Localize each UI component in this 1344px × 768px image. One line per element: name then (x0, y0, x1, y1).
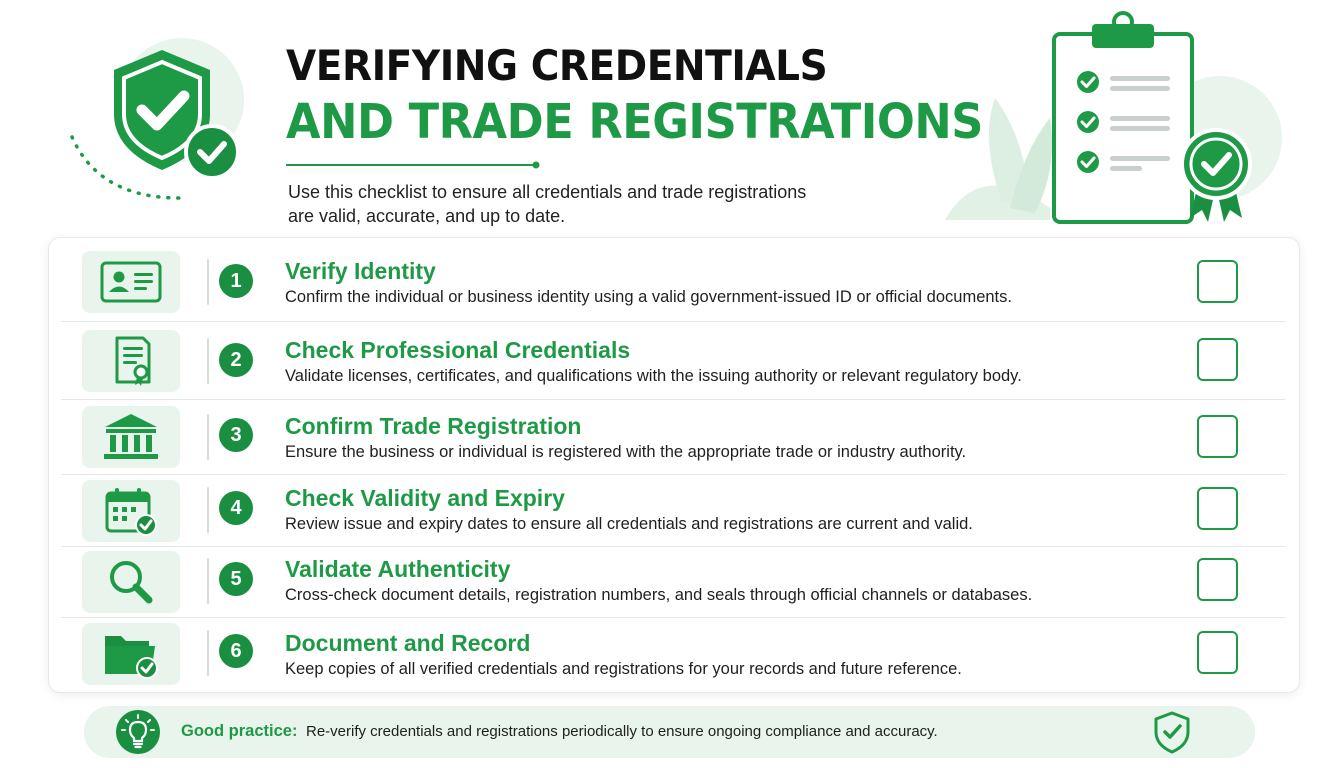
step-title: Document and Record (285, 630, 531, 656)
magnifier-icon (82, 551, 180, 613)
title-line-1: VERIFYING CREDENTIALS (286, 41, 828, 90)
page-title (286, 40, 1035, 152)
step-number: 2 (219, 343, 253, 377)
step-checkbox[interactable] (1197, 415, 1238, 458)
step-number: 5 (219, 562, 253, 596)
row-separator (207, 338, 209, 384)
intro-line-2: are valid, accurate, and up to date. (288, 206, 566, 226)
step-title: Check Validity and Expiry (285, 485, 565, 511)
checklist-row (49, 322, 1301, 400)
step-title: Confirm Trade Registration (285, 413, 582, 439)
checklist-row (49, 547, 1301, 618)
intro-text (288, 180, 888, 228)
calendar-check-icon (82, 480, 180, 542)
id-card-icon (82, 251, 180, 313)
step-number: 4 (219, 491, 253, 525)
row-separator (207, 630, 209, 676)
step-checkbox[interactable] (1197, 260, 1238, 303)
row-separator (207, 487, 209, 533)
checklist-row (49, 618, 1301, 694)
checklist-row (49, 475, 1301, 547)
checklist-card (48, 237, 1300, 693)
intro-line-1: Use this checklist to ensure all credentials and trade registrations (288, 182, 807, 202)
step-number: 1 (219, 264, 253, 298)
row-separator (207, 259, 209, 305)
lightbulb-icon (116, 710, 160, 754)
title-underline (286, 161, 540, 169)
good-practice-label: Good practice: (181, 722, 298, 740)
checklist-row (49, 238, 1301, 322)
checklist-row (49, 400, 1301, 475)
row-separator (207, 414, 209, 460)
shield-check-illustration (60, 12, 260, 212)
step-title: Validate Authenticity (285, 556, 511, 582)
shield-check-icon (1152, 710, 1192, 754)
certificate-icon (82, 330, 180, 392)
folder-check-icon (82, 623, 180, 685)
step-checkbox[interactable] (1197, 338, 1238, 381)
clipboard-illustration (940, 8, 1290, 230)
step-description: Keep copies of all verified credentials and registrations for your records and future reference. (285, 660, 962, 678)
step-checkbox[interactable] (1197, 631, 1238, 674)
step-title: Check Professional Credentials (285, 337, 631, 363)
good-practice-text: Re-verify credentials and registrations periodically to ensure ongoing compliance and accuracy. (306, 723, 938, 740)
good-practice-banner (84, 706, 1255, 758)
step-description: Validate licenses, certificates, and qualifications with the issuing authority or relevant regulatory body. (285, 367, 1022, 385)
step-checkbox[interactable] (1197, 558, 1238, 601)
step-number: 3 (219, 418, 253, 452)
step-description: Ensure the business or individual is registered with the appropriate trade or industry authority. (285, 443, 967, 461)
step-title: Verify Identity (285, 258, 436, 284)
step-description: Cross-check document details, registration numbers, and seals through official channels or databases. (285, 586, 1033, 604)
building-icon (82, 406, 180, 468)
step-number: 6 (219, 634, 253, 668)
step-description: Confirm the individual or business identity using a valid government-issued ID or official documents. (285, 288, 1012, 306)
row-separator (207, 558, 209, 604)
step-description: Review issue and expiry dates to ensure all credentials and registrations are current and valid. (285, 515, 973, 533)
title-line-2: AND TRADE REGISTRATIONS (286, 94, 983, 150)
step-checkbox[interactable] (1197, 487, 1238, 530)
